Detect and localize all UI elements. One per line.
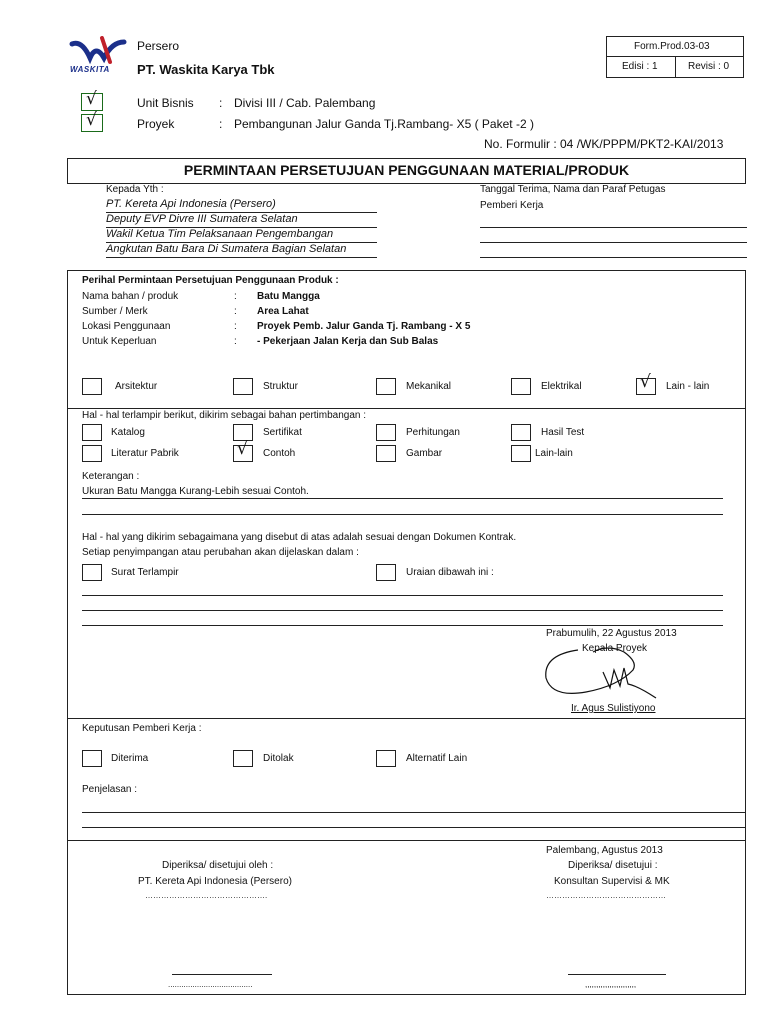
form-code: Form.Prod.03-03 (634, 41, 710, 52)
receipt-label-2: Pemberi Kerja (480, 200, 544, 211)
left-approval-dots: ………………………………………. (145, 891, 268, 900)
conformity-text-2: Setiap penyimpangan atau perubahan akan dijelaskan dalam : (82, 547, 359, 558)
checkbox-lain-lain-2[interactable] (511, 445, 531, 462)
checkbox-diterima[interactable] (82, 750, 102, 767)
company-type: Persero (137, 39, 180, 53)
checkbox-alternatif-lain[interactable] (376, 750, 396, 767)
handwritten-signature (538, 640, 668, 710)
approval-place-date: Palembang, Agustus 2013 (546, 845, 663, 856)
right-approval-dots: ……………………………………… (546, 891, 666, 900)
field-value: Batu Mangga (257, 291, 320, 302)
attachments-heading: Hal - hal terlampir berikut, dikirim sebagai bahan pertimbangan : (82, 410, 367, 421)
field-label: Untuk Keperluan (82, 336, 157, 347)
receipt-label: Tanggal Terima, Nama dan Paraf Petugas (480, 184, 666, 195)
check-icon: √ (86, 89, 97, 109)
right-name-dots: ,,,,,,,,,,,,,,,,,,,,,,, (585, 980, 637, 989)
field-label: Lokasi Penggunaan (82, 321, 171, 332)
right-signature-line (568, 974, 666, 975)
check-icon: √ (640, 372, 651, 392)
unit-label: Unit Bisnis (137, 96, 194, 110)
logo-wordmark: WASKITA (70, 65, 110, 74)
revision: Revisi : 0 (688, 61, 730, 72)
project-value: Pembangunan Jalur Ganda Tj.Rambang- X5 ( Paket -2 ) (234, 117, 534, 131)
checkbox-contoh[interactable] (233, 439, 253, 462)
left-approval-title: Diperiksa/ disetujui oleh : (162, 860, 274, 871)
subject-heading: Perihal Permintaan Persetujuan Penggunaan Produk : (82, 275, 339, 286)
explain-label: Penjelasan : (82, 784, 138, 795)
decision-heading: Keputusan Pemberi Kerja : (82, 723, 202, 734)
checkbox-perhitungan[interactable] (376, 424, 396, 441)
checkbox-lain-lain[interactable] (636, 372, 656, 395)
check-icon: √ (86, 110, 97, 130)
unit-value: Divisi III / Cab. Palembang (234, 96, 376, 110)
recipient-line: Angkutan Batu Bara Di Sumatera Bagian Selatan (106, 243, 347, 255)
checkbox-mekanikal[interactable] (376, 378, 396, 395)
waskita-logo (68, 36, 128, 78)
project-checkbox[interactable] (81, 110, 103, 132)
edition: Edisi : 1 (622, 61, 658, 72)
left-name-dots: ...................................... (168, 980, 253, 989)
checkbox-gambar[interactable] (376, 445, 396, 462)
field-label: Nama bahan / produk (82, 291, 179, 302)
checkbox-elektrikal[interactable] (511, 378, 531, 395)
checkbox-literatur-pabrik[interactable] (82, 445, 102, 462)
checkbox-hasil-test[interactable] (511, 424, 531, 441)
company-name: PT. Waskita Karya Tbk (137, 62, 275, 77)
sign-place-date: Prabumulih, 22 Agustus 2013 (546, 628, 677, 639)
checkbox-katalog[interactable] (82, 424, 102, 441)
sign-name: Ir. Agus Sulistiyono (571, 703, 656, 714)
recipient-heading: Kepada Yth : (106, 184, 164, 195)
unit-checkbox[interactable] (81, 89, 103, 111)
recipient-line: PT. Kereta Api Indonesia (Persero) (106, 198, 276, 210)
field-value: Area Lahat (257, 306, 309, 317)
right-approval-title: Diperiksa/ disetujui : (568, 860, 658, 871)
checkbox-arsitektur[interactable] (82, 378, 102, 395)
recipient-line: Wakil Ketua Tim Pelaksanaan Pengembangan (106, 228, 334, 240)
check-icon: √ (237, 439, 248, 459)
project-label: Proyek (137, 117, 175, 131)
form-number: No. Formulir : 04 /WK/PPPM/PKT2-KAI/2013 (484, 137, 724, 151)
checkbox-struktur[interactable] (233, 378, 253, 395)
right-approval-org: Konsultan Supervisi & MK (554, 876, 670, 887)
field-value: - Pekerjaan Jalan Kerja dan Sub Balas (257, 336, 439, 347)
field-value: Proyek Pemb. Jalur Ganda Tj. Rambang - X 5 (257, 321, 471, 332)
note-label: Keterangan : (82, 471, 140, 482)
checkbox-ditolak[interactable] (233, 750, 253, 767)
page-title: PERMINTAAN PERSETUJUAN PENGGUNAAN MATERIAL/PRODUK (183, 162, 630, 178)
left-signature-line (172, 974, 272, 975)
conformity-text: Hal - hal yang dikirim sebagaimana yang disebut di atas adalah sesuai dengan Dokumen Kontrak. (82, 532, 517, 543)
checkbox-surat-terlampir[interactable] (82, 564, 102, 581)
recipient-line: Deputy EVP Divre III Sumatera Selatan (106, 213, 298, 225)
note-value: Ukuran Batu Mangga Kurang-Lebih sesuai Contoh. (82, 486, 309, 497)
sign-role: Kepala Proyek (582, 643, 648, 654)
checkbox-uraian[interactable] (376, 564, 396, 581)
field-label: Sumber / Merk (82, 306, 148, 317)
left-approval-org: PT. Kereta Api Indonesia (Persero) (138, 876, 292, 887)
